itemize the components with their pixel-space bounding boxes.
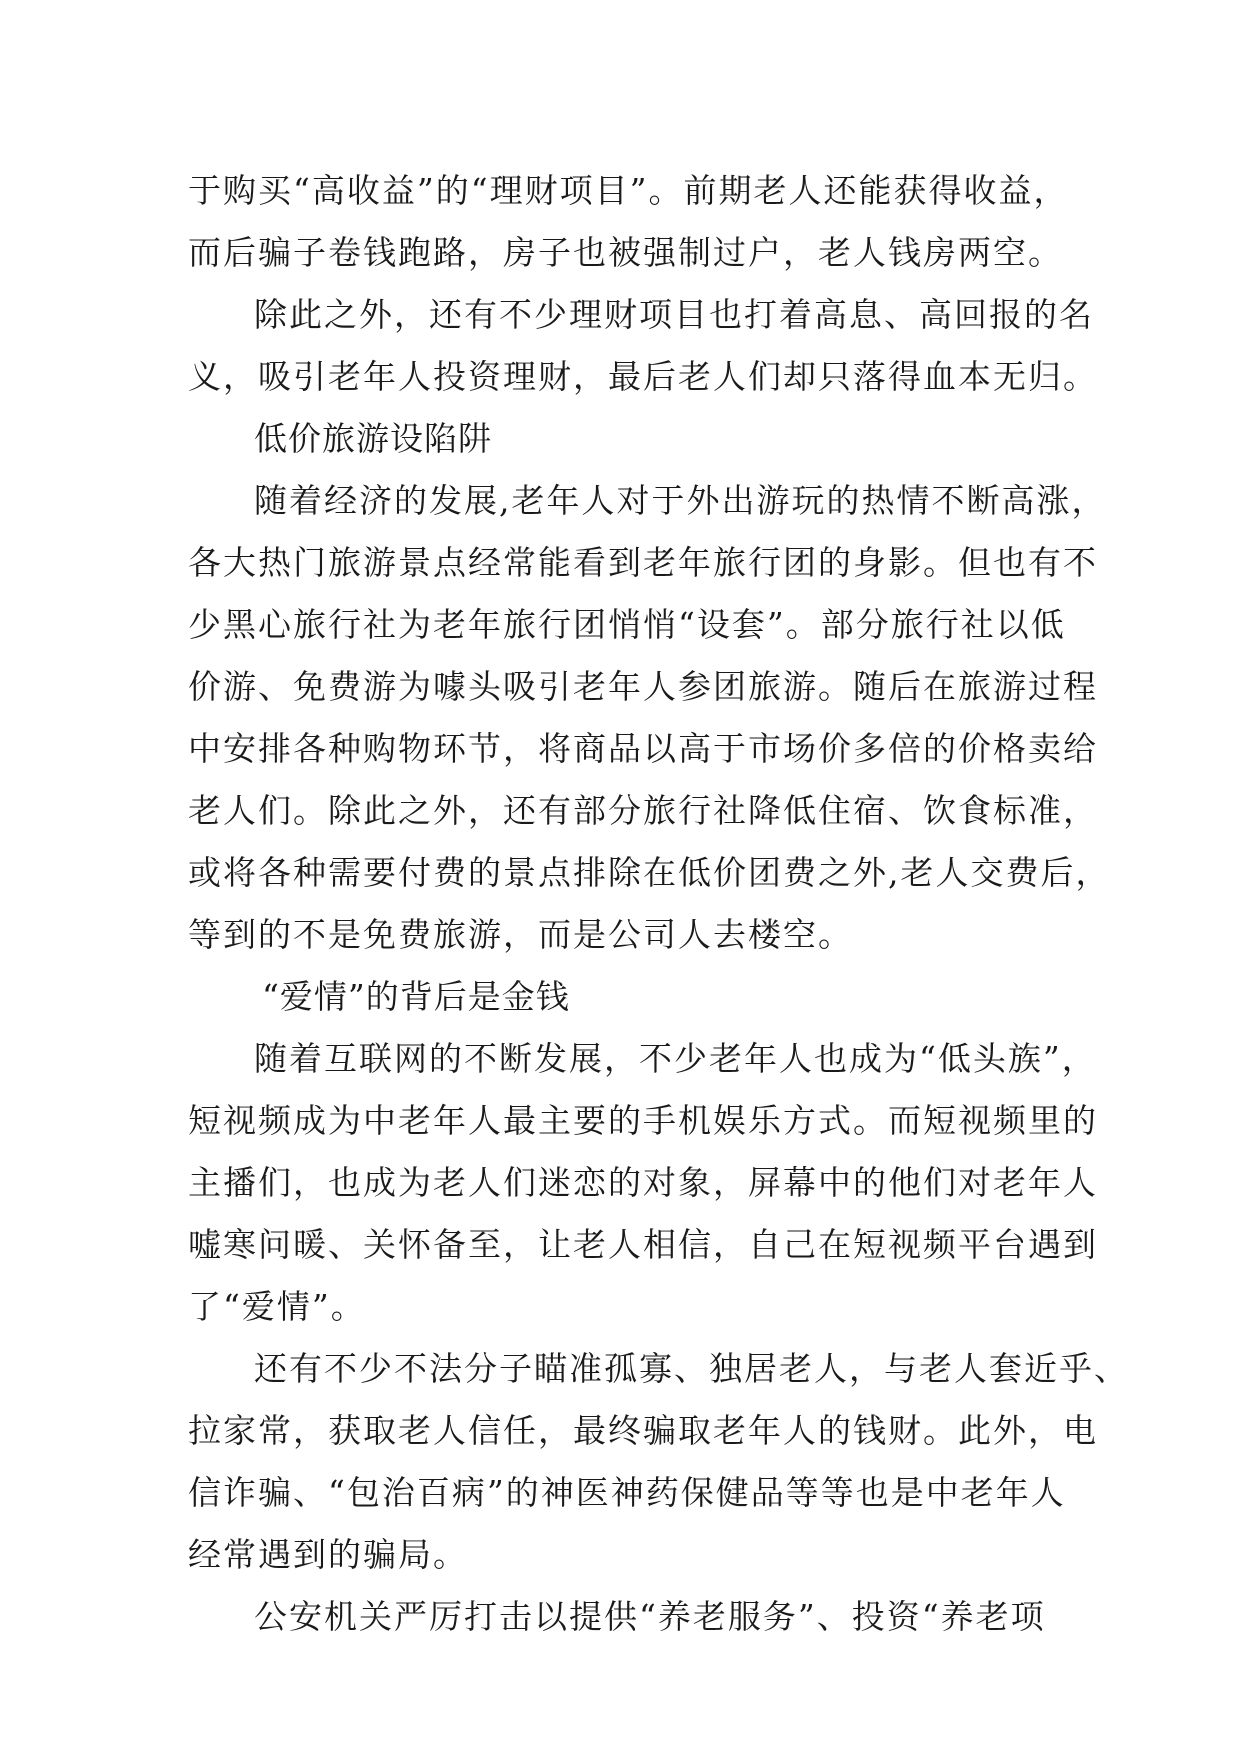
text-line: 老人们。除此之外，还有部分旅行社降低住宿、饮食标准， xyxy=(188,791,1098,830)
text-line: 等到的不是免费旅游，而是公司人去楼空。 xyxy=(188,915,853,954)
text-line: 于购买“高收益”的“理财项目”。前期老人还能获得收益， xyxy=(188,171,1069,210)
document-body xyxy=(188,160,1129,1648)
text-line: 少黑心旅行社为老年旅行团悄悄“设套”。部分旅行社以低 xyxy=(188,605,1066,644)
text-line: 或将各种需要付费的景点排除在低价团费之外,老人交费后， xyxy=(188,853,1111,892)
text-line: 经常遇到的骗局。 xyxy=(188,1535,468,1574)
text-line: 主播们，也成为老人们迷恋的对象，屏幕中的他们对老年人 xyxy=(188,1163,1098,1202)
section-heading: 低价旅游设陷阱 xyxy=(254,419,492,458)
text-line: 公安机关严厉打击以提供“养老服务”、投资“养老项 xyxy=(254,1597,1046,1636)
text-line: 随着互联网的不断发展，不少老年人也成为“低头族”， xyxy=(254,1039,1097,1078)
text-line: 信诈骗、“包治百病”的神医神药保健品等等也是中老年人 xyxy=(188,1473,1066,1512)
text-line: 短视频成为中老年人最主要的手机娱乐方式。而短视频里的 xyxy=(188,1101,1098,1140)
text-line: 还有不少不法分子瞄准孤寡、独居老人，与老人套近乎、 xyxy=(254,1349,1129,1388)
text-line: 各大热门旅游景点经常能看到老年旅行团的身影。但也有不 xyxy=(188,543,1098,582)
text-line: 拉家常，获取老人信任，最终骗取老年人的钱财。此外，电 xyxy=(188,1411,1098,1450)
text-line: 嘘寒问暖、关怀备至，让老人相信，自己在短视频平台遇到 xyxy=(188,1225,1098,1264)
text-line: 价游、免费游为噱头吸引老年人参团旅游。随后在旅游过程 xyxy=(188,667,1098,706)
section-heading: “爱情”的背后是金钱 xyxy=(262,977,570,1016)
text-line: 了“爱情”。 xyxy=(188,1287,366,1326)
text-line: 中安排各种购物环节，将商品以高于市场价多倍的价格卖给 xyxy=(188,729,1098,768)
text-line: 除此之外，还有不少理财项目也打着高息、高回报的名 xyxy=(254,295,1094,334)
text-line: 而后骗子卷钱跑路，房子也被强制过户，老人钱房两空。 xyxy=(188,233,1063,272)
text-line: 随着经济的发展,老年人对于外出游玩的热情不断高涨， xyxy=(254,481,1107,520)
text-line: 义，吸引老年人投资理财，最后老人们却只落得血本无归。 xyxy=(188,357,1098,396)
